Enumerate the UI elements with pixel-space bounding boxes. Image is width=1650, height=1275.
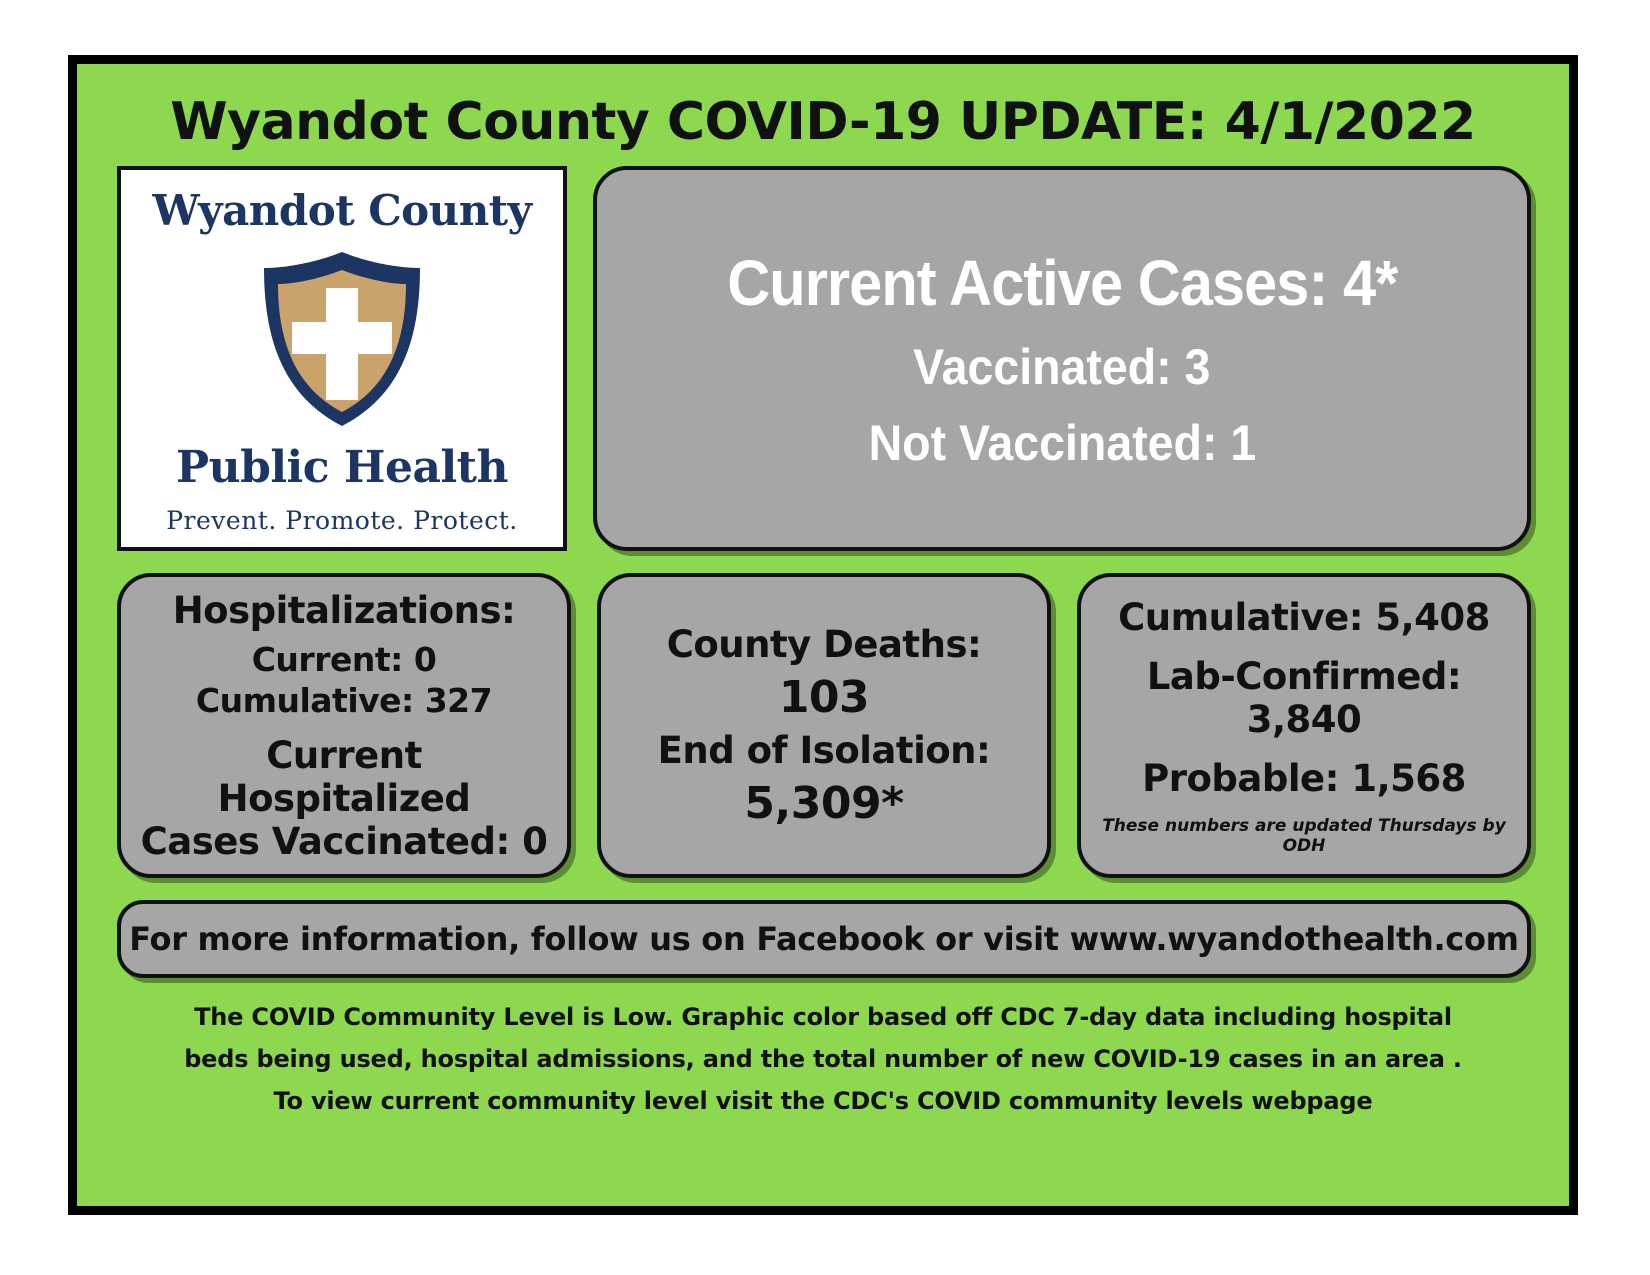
hospitalized-vaccinated-line2: Cases Vaccinated: 0: [140, 819, 548, 863]
end-of-isolation-count: 5,309*: [744, 777, 904, 829]
totals-note: These numbers are updated Thursdays by ODH: [1102, 815, 1506, 856]
logo-bottom-text: Public Health: [176, 442, 508, 494]
hospitalizations-card: [117, 573, 571, 878]
totals-cumulative: Cumulative: 5,408: [1118, 595, 1490, 639]
top-row: [77, 166, 1569, 551]
county-deaths-count: 103: [778, 671, 870, 723]
cumulative-totals-card: [1077, 573, 1531, 878]
active-cases-vaccinated: Vaccinated: 3: [913, 338, 1211, 395]
active-cases-not-vaccinated: Not Vaccinated: 1: [868, 414, 1256, 471]
stats-row: [77, 573, 1569, 878]
hospitalizations-cumulative: Cumulative: 327: [195, 680, 493, 720]
end-of-isolation-header: End of Isolation:: [657, 728, 991, 772]
footer-line-1: The COVID Community Level is Low. Graphic color based off CDC 7-day data including hospital: [194, 1003, 1452, 1031]
footer-line-2: beds being used, hospital admissions, and the total number of new COVID-19 cases in an area .: [184, 1045, 1462, 1073]
page-title: Wyandot County COVID-19 UPDATE: 4/1/2022: [170, 92, 1476, 152]
active-cases-card: [593, 166, 1531, 551]
covid-update-poster: [68, 55, 1578, 1215]
totals-probable: Probable: 1,568: [1142, 756, 1466, 800]
community-level-footer: [137, 996, 1509, 1122]
agency-logo: [117, 166, 567, 551]
totals-lab-confirmed: Lab-Confirmed: 3,840: [1146, 654, 1462, 741]
more-information-text: For more information, follow us on Facebook or visit www.wyandothealth.com: [129, 920, 1519, 958]
shield-with-cross-icon: [242, 244, 442, 434]
hospitalized-vaccinated-line1: Current Hospitalized: [217, 733, 471, 820]
county-deaths-card: [597, 573, 1051, 878]
more-information-banner[interactable]: [117, 900, 1531, 978]
active-cases-headline: Current Active Cases: 4*: [726, 246, 1398, 319]
hospitalizations-current: Current: 0: [251, 639, 437, 679]
hospitalizations-header: Hospitalizations:: [172, 588, 516, 632]
footer-line-3: To view current community level visit the CDC's COVID community levels webpage: [273, 1087, 1373, 1115]
county-deaths-header: County Deaths:: [666, 622, 982, 666]
logo-tagline: Prevent. Promote. Protect.: [166, 505, 518, 535]
logo-top-text: Wyandot County: [152, 186, 532, 235]
